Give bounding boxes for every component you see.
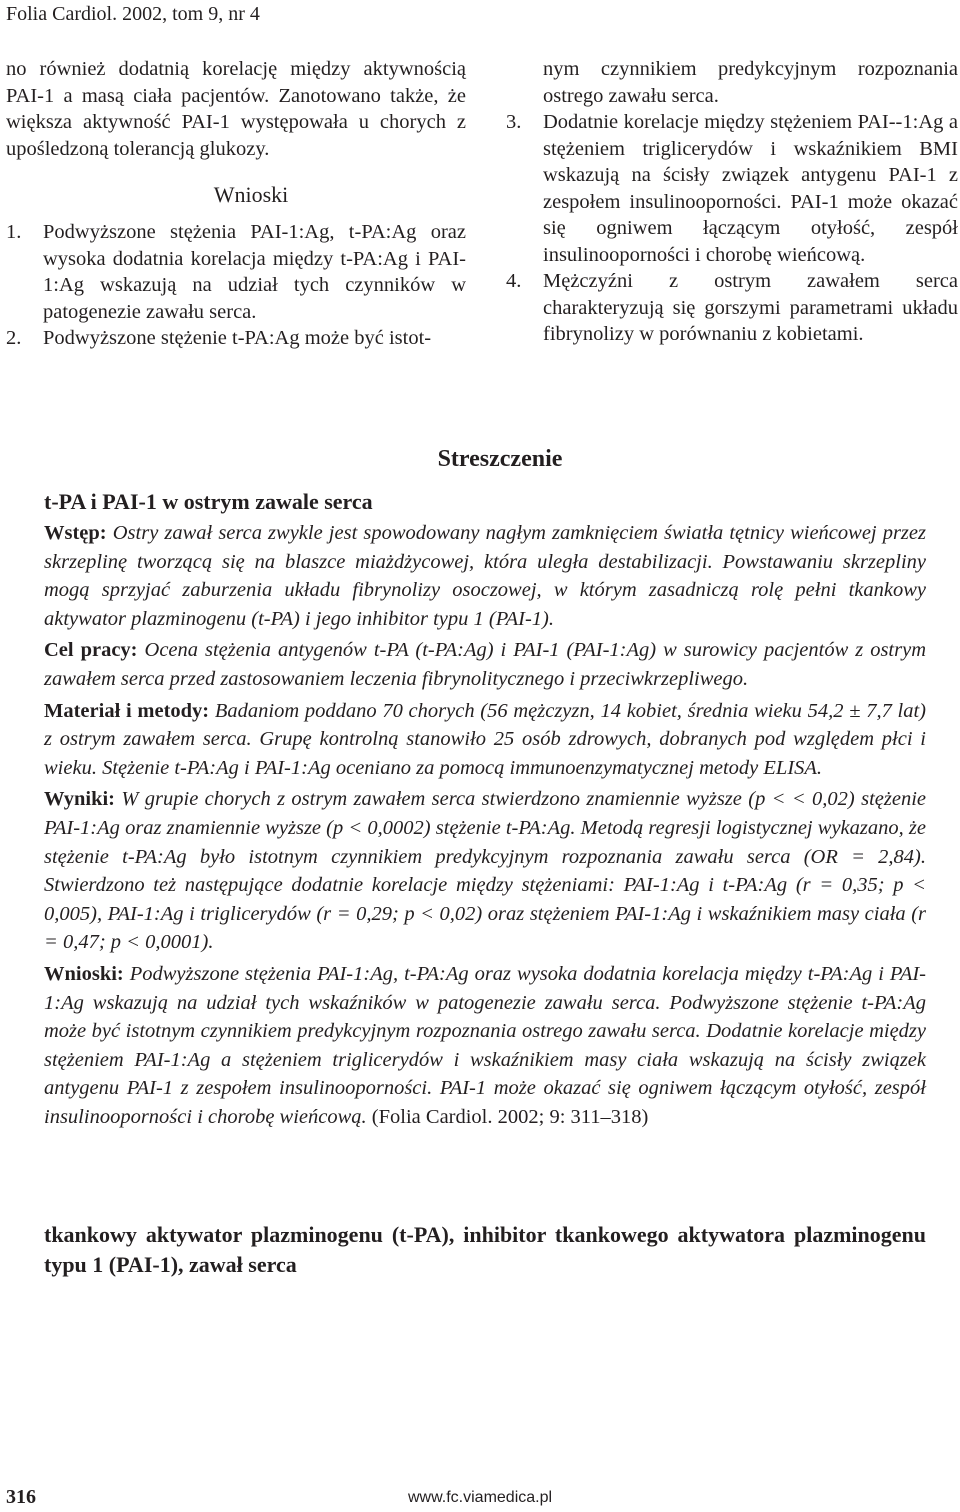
conclusion-item-3 [506,109,958,268]
conclusion-item-2-continued [506,56,958,109]
section-label: Wyniki: [44,788,116,811]
abstract-section-introduction [44,519,926,633]
right-column [506,56,958,348]
page-number: 316 [6,1486,36,1508]
section-text: Ostry zawał serca zwykle jest spowodowany nagłym zamknięciem światła tętnicy wieńcowej przez skrzeplinę tworzącą się na blaszce miażdżycowej, która uległa destabilizacji. Powstawaniu skrzepliny mogą sprzyjać zaburzenia układu fibrynolizy osoczowej, w którym zasadniczą rolę pełni tkankowy aktywator plazminogenu (t-PA) i jego inhibitor typu 1 (PAI-1). [44,522,926,630]
conclusion-item-3-number: 3. [506,111,522,133]
conclusion-item-4-text: Mężczyźni z ostrym zawałem serca charakteryzują się gorszymi parametrami układu fibrynolizy w porównaniu z kobietami. [543,270,958,345]
abstract-body [44,519,926,1134]
abstract-subtitle: t-PA i PAI-1 w ostrym zawale serca [44,489,373,514]
journal-url[interactable]: www.fc.viamedica.pl [408,1489,553,1506]
left-column [6,56,466,352]
conclusion-item-2 [6,325,466,352]
conclusion-item-3-text: Dodatnie korelacje między stężeniem PAI--1:Ag a stężeniem triglicerydów i wskaźnikiem BMI wskazują na ścisły związek antygenu PAI-1 z zespołem insulinooporności. PAI-1 może okazać się ogniwem łączącym otyłość, zespół insulinooporności i chorobę wieńcową. [543,111,958,266]
conclusion-item-1-text: Podwyższone stężenia PAI-1:Ag, t-PA:Ag oraz wysoka dodatnia korelacja między t-PA:Ag i PAI-1:Ag wskazują na udział tych czynników w patogenezie zawału serca. [43,221,466,323]
conclusion-item-2-number: 2. [6,327,22,349]
abstract-title: Streszczenie [437,446,563,472]
conclusion-item-1-number: 1. [6,221,22,243]
section-label: Materiał i metody: [44,699,210,722]
conclusions-heading: Wnioski [213,182,289,207]
section-label: Wnioski: [44,962,124,985]
section-label: Wstęp: [44,522,107,544]
section-text: Badaniom poddano 70 chorych (56 mężczyzn, 14 kobiet, średnia wieku 54,2 ± 7,7 lat) z ostrym zawałem serca. Grupę kontrolną stanowiło 25 osób zdrowych, dobranych pod względem płci i wieku. Stężenie t-PA:Ag i PAI-1:Ag oceniano za pomocą immunoenzymatycznej metody ELISA. [44,699,927,779]
conclusion-item-1 [6,219,466,325]
section-text: Ocena stężenia antygenów t-PA (t-PA:Ag) i PAI-1 (PAI-1:Ag) w surowicy pacjentów z ostrym zawałem serca przed zastosowaniem leczenia fibrynolitycznego i przeciwkrzepliwego. [44,639,926,690]
section-label: Cel pracy: [44,639,138,662]
conclusion-item-4 [506,268,958,348]
abstract-section-aim [44,636,926,693]
section-text: Podwyższone stężenia PAI-1:Ag, t-PA:Ag oraz wysoka dodatnia korelacja między t-PA:Ag i PAI-1:Ag wskazują na udział tych wskaźników w patogenezie zawału serca. Podwyższone stężenie t-PA:Ag może być istotnym czynnikiem predykcyjnym rozpoznania ostrego zawału serca. Dodatnie korelacje między stężeniem PAI-1:Ag a stężeniem triglicerydów i wskaźnikiem masy ciała wskazują na ścisły związek antygenu PAI-1 z zespołem insulinooporności. PAI-1 może okazać się ogniwem łączącym otyłość, zespół insulinooporności i chorobę wieńcową. [44,962,926,1128]
left-intro-paragraph: no również dodatnią korelację między aktywnością PAI-1 a masą ciała pacjentów. Zanotowano także, że większa aktywność PAI-1 występowała u chorych z upośledzoną tolerancją glukozy. [6,58,466,160]
conclusion-item-4-number: 4. [506,270,522,292]
conclusion-item-2-text: Podwyższone stężenie t-PA:Ag może być istot- [43,327,432,349]
abstract-section-methods [44,697,926,783]
keywords: tkankowy aktywator plazminogenu (t-PA), inhibitor tkankowego aktywatora plazminogenu typu 1 (PAI-1), zawał serca [44,1222,926,1277]
conclusion-item-2-continued-text: nym czynnikiem predykcyjnym rozpoznania ostrego zawału serca. [543,58,958,107]
abstract-section-conclusions [44,960,926,1132]
journal-header: Folia Cardiol. 2002, tom 9, nr 4 [6,3,260,25]
citation-reference: (Folia Cardiol. 2002; 9: 311–318) [371,1105,649,1128]
abstract-section-results [44,785,926,957]
section-text: W grupie chorych z ostrym zawałem serca stwierdzono znamiennie wyższe (p < < 0,02) stężenie PAI-1:Ag oraz znamiennie wyższe (p < 0,0002) stężenie t-PA:Ag. Metodą regresji logistycznej wykazano, że stężenie t-PA:Ag było istotnym czynnikiem predykcyjnym rozpoznania zawału serca (OR = 2,84). Stwierdzono też następujące dodatnie korelacje między stężeniami: PAI-1:Ag i t-PA:Ag (r = 0,35; p < 0,005), PAI-1:Ag i triglicerydów (r = 0,29; p < 0,02) oraz stężeniem PAI-1:Ag i wskaźnikiem masy ciała (r = 0,47; p < 0,0001). [44,788,926,954]
